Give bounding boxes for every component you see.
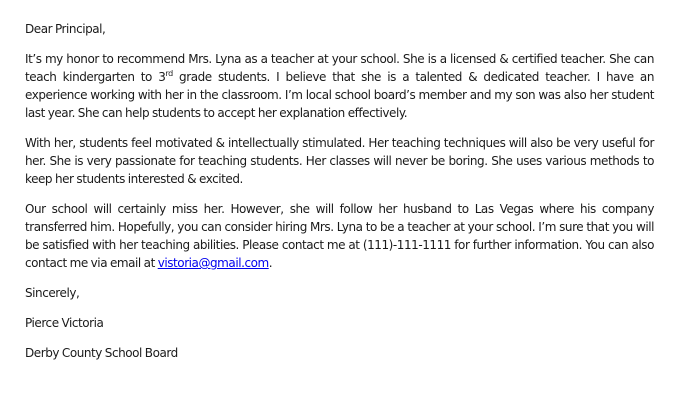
- grade-superscript: rd: [165, 69, 173, 78]
- letter-document: [25, 20, 654, 374]
- paragraph-1-text-b: grade students. I believe that she is a talented & dedicated teacher. I have an experience working with her in the classroom. I’m local school board’s member and my son was also her student last year. She can help students to accept her explanation effectively.: [25, 70, 654, 120]
- paragraph-1-text-a: It’s my honor to recommend Mrs. Lyna as a teacher at your school. She is a licensed & certified teacher. She can teach kindergarten to 3: [25, 52, 654, 84]
- paragraph-contact: [25, 200, 654, 272]
- paragraph-teaching: With her, students feel motivated & intellectually stimulated. Her teaching techniques will also be very useful for her. She is very passionate for teaching students. Her classes will never be boring. She uses various methods to keep her students interested & excited.: [25, 136, 654, 186]
- paragraph-3-end: .: [268, 256, 273, 270]
- salutation: Dear Principal,: [25, 22, 106, 36]
- signer-name: Pierce Victoria: [25, 316, 104, 330]
- signer-organization: Derby County School Board: [25, 346, 178, 360]
- paragraph-3-text: Our school will certainly miss her. However, she will follow her husband to Las Vegas where his company transferred him. Hopefully, you can consider hiring Mrs. Lyna to be a teacher at your school. I’m sure that you will be satisfied with her teaching abilities. Please contact me at (111)-111-1111 for further information. You can also contact me via email at: [25, 202, 654, 270]
- email-link[interactable]: vistoria@gmail.com: [157, 256, 269, 270]
- closing: Sincerely,: [25, 286, 80, 300]
- paragraph-recommendation: [25, 50, 654, 122]
